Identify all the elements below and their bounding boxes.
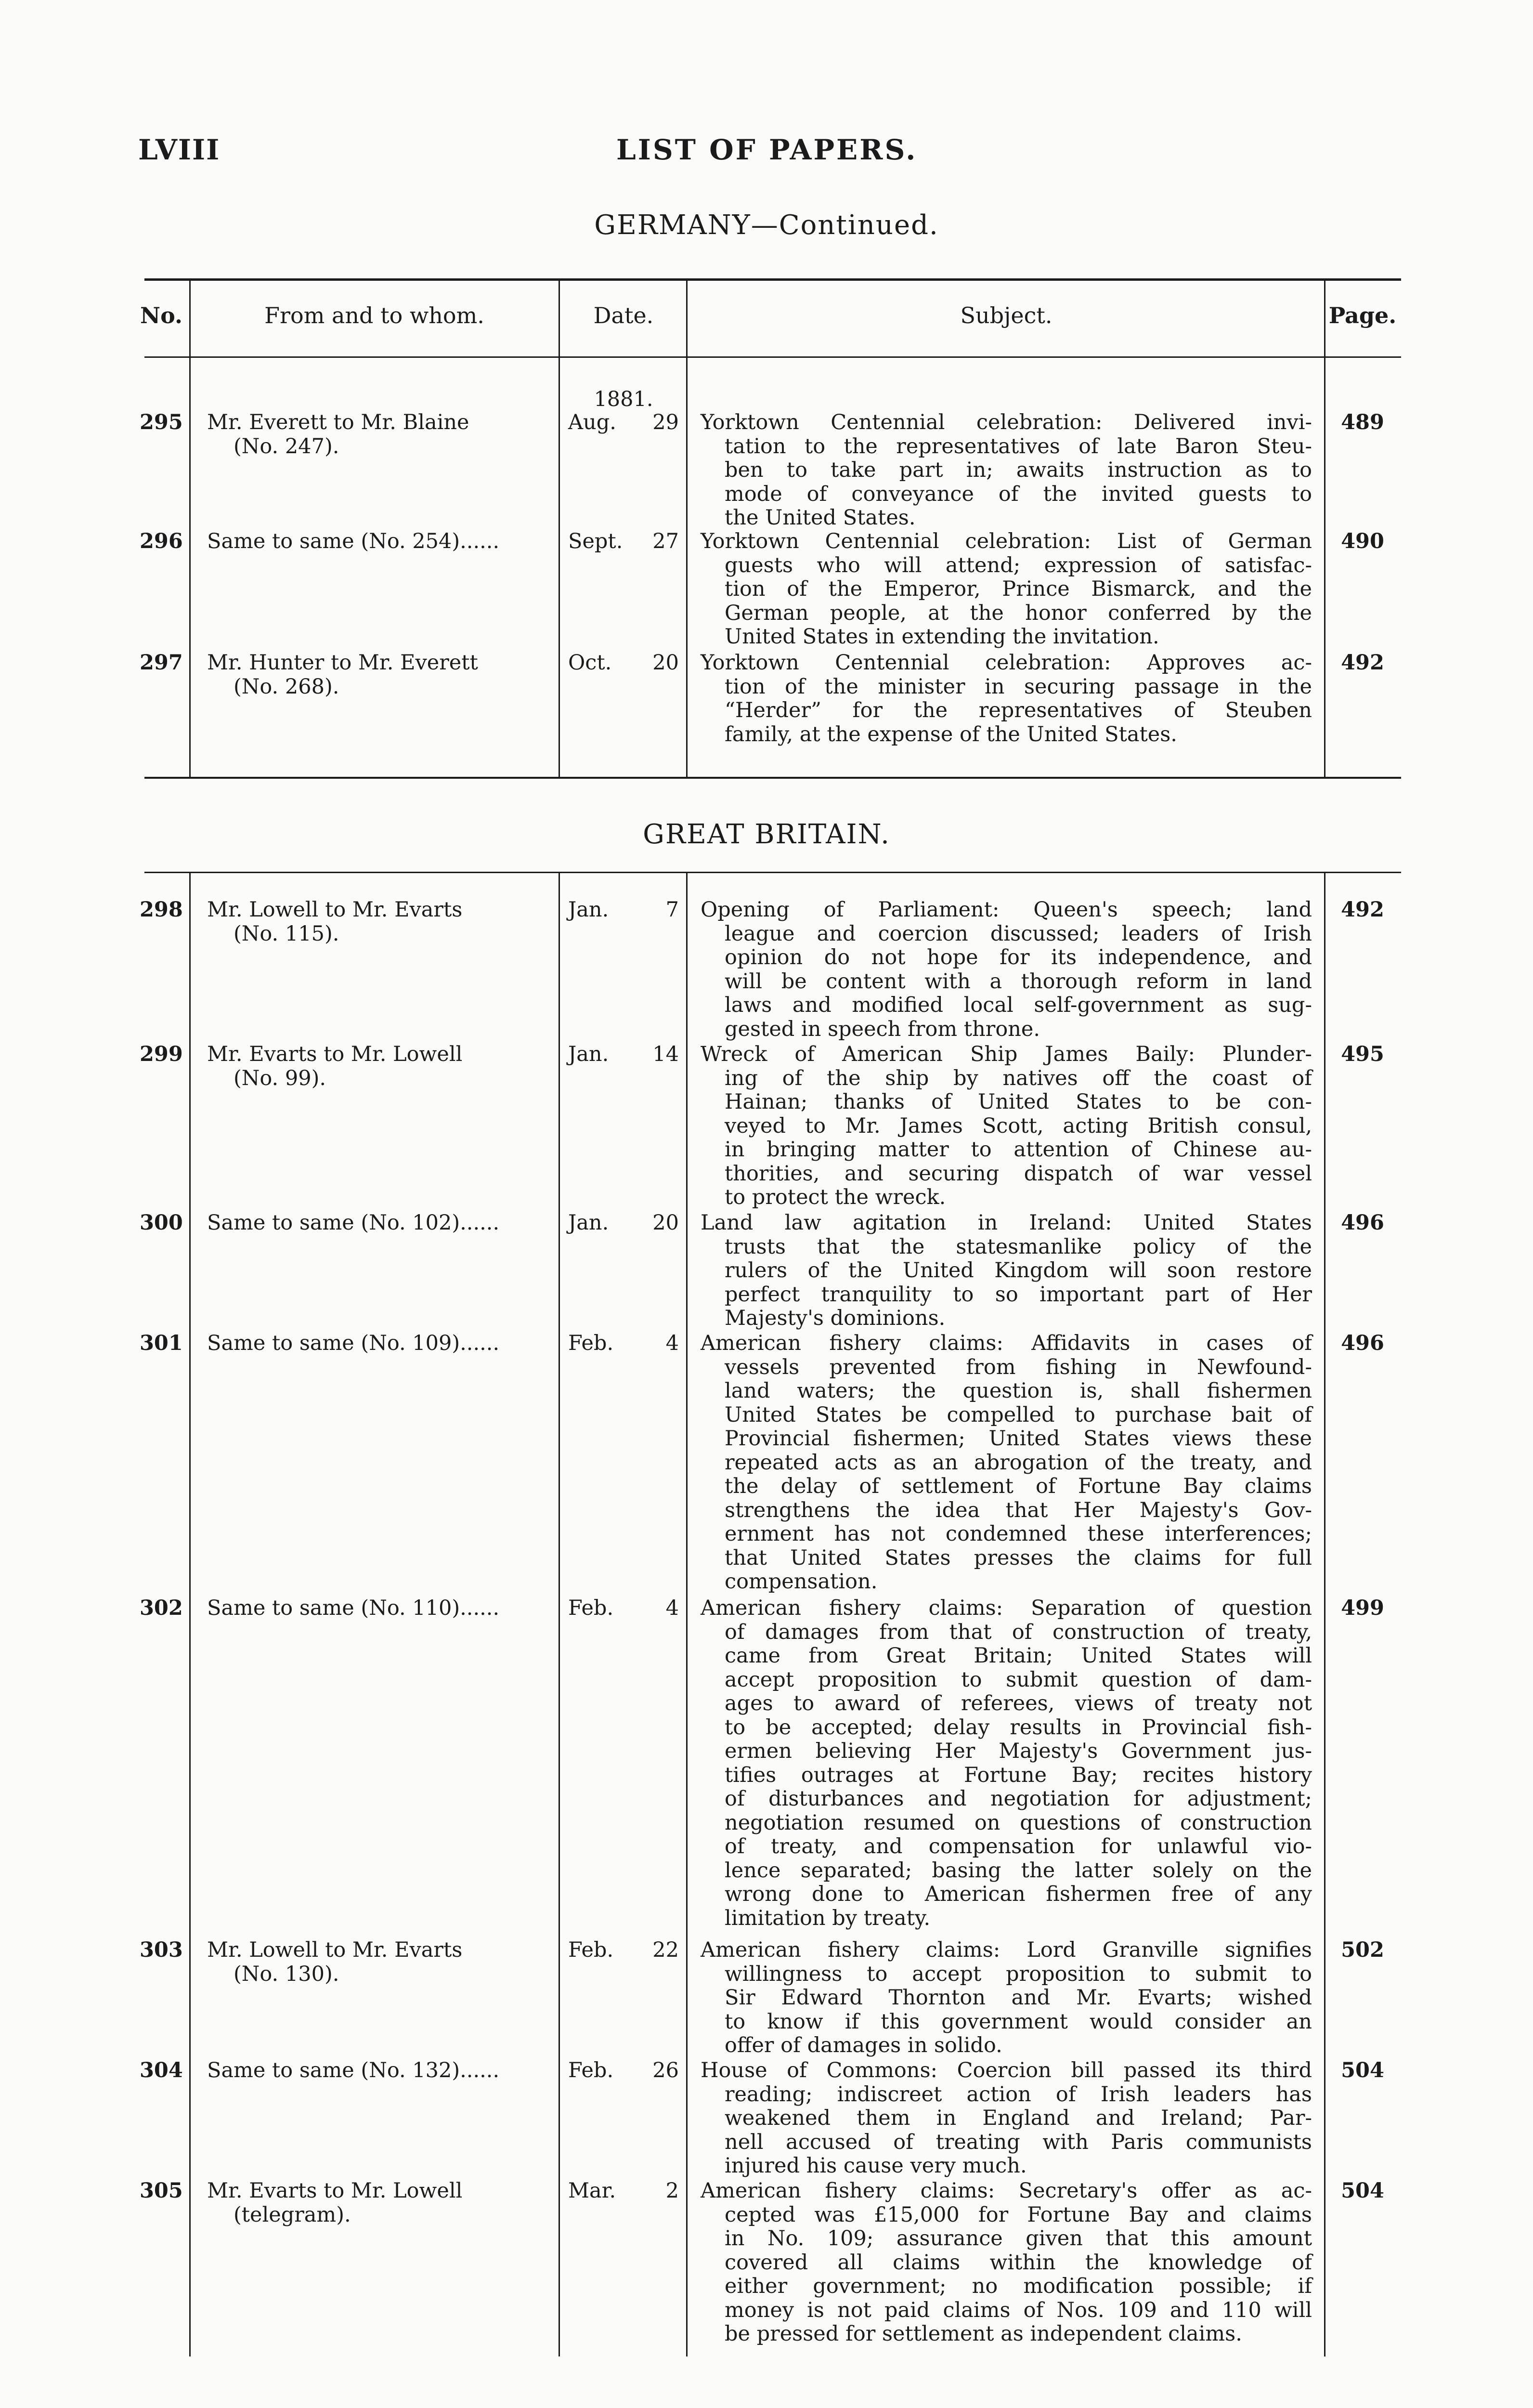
- subject-line: the delay of settlement of Fortune Bay claims: [725, 1474, 1312, 1498]
- entry-page: 492: [1341, 651, 1384, 675]
- entry-date: [568, 2179, 679, 2203]
- entry-number: 303: [140, 1938, 183, 1962]
- subject-line: House of Commons: Coercion bill passed its third: [701, 2058, 1312, 2082]
- subject-line: willingness to accept proposition to submit to: [725, 1962, 1312, 1986]
- subject-line: perfect tranquility to so important part of Her: [725, 1282, 1312, 1307]
- table-bottom-rule: [144, 777, 1401, 779]
- entry-from-to: [207, 2059, 563, 2083]
- entry-page: 489: [1341, 410, 1384, 434]
- entry-page: 490: [1341, 529, 1384, 553]
- subject-line: Hainan; thanks of United States to be con-: [725, 1090, 1312, 1114]
- subject-line: tifies outrages at Fortune Bay; recites history: [725, 1763, 1312, 1787]
- subject-line: land waters; the question is, shall fishermen: [725, 1379, 1312, 1403]
- entry-number: 299: [140, 1042, 183, 1066]
- page-number: LVIII: [138, 133, 221, 166]
- subject-line: Opening of Parliament: Queen's speech; land: [701, 898, 1312, 922]
- date-day: 26: [652, 2058, 679, 2082]
- entry-page: 502: [1341, 1938, 1384, 1962]
- subject-line: Yorktown Centennial celebration: Delivered invi-: [701, 410, 1312, 434]
- from-line: (No. 99).: [234, 1066, 326, 1090]
- subject-line: Sir Edward Thornton and Mr. Evarts; wished: [725, 1986, 1312, 2010]
- entry-date: [568, 1043, 679, 1067]
- subject-line: Majesty's dominions.: [725, 1306, 946, 1330]
- entry-subject: [701, 1043, 1312, 1210]
- from-line: Same to same (No. 132)......: [207, 2058, 500, 2082]
- subject-line: accept proposition to submit question of dam-: [725, 1667, 1312, 1692]
- entry-subject: [701, 898, 1312, 1041]
- subject-line: vessels prevented from fishing in Newfound-: [725, 1355, 1312, 1379]
- entry-subject: [701, 411, 1312, 530]
- entry-subject: [701, 2059, 1312, 2178]
- subject-line: American fishery claims: Lord Granville signifies: [701, 1938, 1312, 1962]
- entry-from-to: [207, 898, 563, 946]
- date-month: Feb.: [568, 1331, 614, 1355]
- subject-line: Land law agitation in Ireland: United States: [701, 1211, 1312, 1235]
- subject-line: lence separated; basing the latter solely on the: [725, 1858, 1312, 1883]
- column-divider: [1324, 281, 1325, 777]
- entry-number: 304: [140, 2058, 183, 2082]
- entry-date: [568, 898, 679, 922]
- from-line: Mr. Lowell to Mr. Evarts: [207, 898, 463, 922]
- column-header-subject: Subject.: [960, 302, 1052, 328]
- column-divider: [189, 873, 191, 2356]
- entry-date: [568, 1938, 679, 1963]
- column-header-from: From and to whom.: [264, 302, 484, 328]
- entry-from-to: [207, 1332, 563, 1356]
- subject-line: the United States.: [725, 506, 916, 530]
- subject-line: came from Great Britain; United States will: [725, 1644, 1312, 1668]
- date-day: 2: [665, 2179, 679, 2203]
- column-divider: [686, 873, 688, 2356]
- year-label: 1881.: [594, 387, 653, 411]
- entry-from-to: [207, 1597, 563, 1621]
- subject-line: American fishery claims: Separation of question: [701, 1596, 1312, 1620]
- column-header-no: No.: [140, 302, 182, 328]
- date-month: Feb.: [568, 2058, 614, 2082]
- entry-subject: [701, 2179, 1312, 2346]
- subject-line: repeated acts as an abrogation of the treaty, and: [725, 1450, 1312, 1475]
- subject-line: American fishery claims: Secretary's offer as ac-: [701, 2179, 1312, 2203]
- entry-date: [568, 411, 679, 435]
- entry-from-to: [207, 411, 563, 458]
- subject-line: thorities, and securing dispatch of war vessel: [725, 1161, 1312, 1186]
- subject-line: German people, at the honor conferred by the: [725, 601, 1312, 625]
- subject-line: American fishery claims: Affidavits in cases of: [701, 1331, 1312, 1355]
- entry-date: [568, 1211, 679, 1235]
- date-day: 20: [652, 1211, 679, 1235]
- subject-line: ing of the ship by natives off the coast of: [725, 1066, 1312, 1090]
- subject-line: United States be compelled to purchase bait of: [725, 1402, 1312, 1427]
- subject-line: compensation.: [725, 1570, 878, 1594]
- subject-line: tation to the representatives of late Baron Steu-: [725, 434, 1312, 458]
- date-day: 4: [665, 1331, 679, 1355]
- subject-line: offer of damages in solido.: [725, 2033, 1002, 2057]
- from-line: Mr. Evarts to Mr. Lowell: [207, 2179, 463, 2203]
- subject-line: Provincial fishermen; United States views these: [725, 1426, 1312, 1451]
- from-line: Mr. Everett to Mr. Blaine: [207, 410, 469, 434]
- subject-line: trusts that the statesmanlike policy of the: [725, 1234, 1312, 1259]
- subject-line: nell accused of treating with Paris communists: [725, 2130, 1312, 2154]
- entry-number: 295: [140, 410, 183, 434]
- subject-line: weakened them in England and Ireland; Par-: [725, 2106, 1312, 2130]
- subject-line: of treaty, and compensation for unlawful vio-: [725, 1834, 1312, 1858]
- entry-subject: [701, 1938, 1312, 2058]
- subject-line: money is not paid claims of Nos. 109 and 110 will: [725, 2298, 1312, 2322]
- column-divider: [686, 281, 688, 777]
- date-day: 7: [665, 898, 679, 922]
- date-month: Oct.: [568, 651, 612, 675]
- entry-page: 504: [1341, 2179, 1384, 2203]
- date-month: Jan.: [568, 1042, 609, 1066]
- subject-line: covered all claims within the knowledge of: [725, 2250, 1312, 2275]
- subject-line: “Herder” for the representatives of Steuben: [725, 698, 1312, 722]
- from-line: Same to same (No. 110)......: [207, 1596, 500, 1620]
- date-day: 14: [652, 1042, 679, 1066]
- subject-line: United States in extending the invitation.: [725, 625, 1159, 649]
- entry-from-to: [207, 530, 563, 554]
- subject-line: wrong done to American fishermen free of any: [725, 1882, 1312, 1906]
- subject-line: will be content with a thorough reform in land: [725, 969, 1312, 994]
- subject-line: Yorktown Centennial celebration: Approves ac-: [701, 651, 1312, 675]
- date-day: 22: [652, 1938, 679, 1962]
- date-month: Aug.: [568, 410, 616, 434]
- subject-line: league and coercion discussed; leaders of Irish: [725, 921, 1312, 946]
- subject-line: tion of the minister in securing passage in the: [725, 674, 1312, 699]
- from-line: (No. 115).: [234, 921, 339, 946]
- entry-from-to: [207, 1211, 563, 1235]
- subject-line: of damages from that of construction of treaty,: [725, 1620, 1312, 1644]
- entry-number: 298: [140, 898, 183, 922]
- column-divider: [189, 281, 191, 777]
- entry-page: 495: [1341, 1042, 1384, 1066]
- date-month: Sept.: [568, 529, 623, 553]
- subject-line: Yorktown Centennial celebration: List of German: [701, 529, 1312, 553]
- subject-line: strengthens the idea that Her Majesty's Gov-: [725, 1498, 1312, 1522]
- entry-number: 300: [140, 1211, 183, 1235]
- entry-from-to: [207, 2179, 563, 2227]
- running-title: LIST OF PAPERS.: [616, 133, 918, 166]
- entry-subject: [701, 651, 1312, 746]
- entry-subject: [701, 1332, 1312, 1594]
- column-header-page: Page.: [1328, 302, 1397, 328]
- entry-page: 496: [1341, 1211, 1384, 1235]
- column-header-date: Date.: [593, 302, 654, 328]
- subject-line: to know if this government would consider an: [725, 2009, 1312, 2034]
- subject-line: family, at the expense of the United States.: [725, 722, 1177, 746]
- subject-line: limitation by treaty.: [725, 1906, 931, 1930]
- subject-line: tion of the Emperor, Prince Bismarck, and the: [725, 577, 1312, 601]
- subject-line: ermen believing Her Majesty's Government jus-: [725, 1739, 1312, 1763]
- column-divider: [1324, 873, 1325, 2356]
- entry-from-to: [207, 1938, 563, 1986]
- from-line: Mr. Hunter to Mr. Everett: [207, 651, 478, 675]
- date-day: 27: [652, 529, 679, 553]
- entry-date: [568, 2059, 679, 2083]
- subject-line: opinion do not hope for its independence, and: [725, 945, 1312, 969]
- entry-page: 496: [1341, 1331, 1384, 1355]
- subject-line: in bringing matter to attention of Chinese au-: [725, 1138, 1312, 1162]
- entry-subject: [701, 1597, 1312, 1930]
- entry-number: 297: [140, 651, 183, 675]
- entry-date: [568, 651, 679, 675]
- section-title-great-britain: GREAT BRITAIN.: [643, 819, 890, 850]
- subject-line: ernment has not condemned these interferences;: [725, 1522, 1312, 1546]
- subject-line: Wreck of American Ship James Baily: Plunder-: [701, 1042, 1312, 1066]
- subject-line: to protect the wreck.: [725, 1185, 946, 1209]
- date-month: Jan.: [568, 898, 609, 922]
- table-top-rule: [144, 278, 1401, 281]
- date-month: Mar.: [568, 2179, 616, 2203]
- entry-number: 301: [140, 1331, 183, 1355]
- section-title-germany: GERMANY—Continued.: [594, 209, 939, 241]
- subject-line: be pressed for settlement as independent claims.: [725, 2322, 1242, 2346]
- subject-line: laws and modified local self-government as sug-: [725, 993, 1312, 1017]
- date-day: 29: [652, 410, 679, 434]
- entry-subject: [701, 1211, 1312, 1331]
- subject-line: cepted was £15,000 for Fortune Bay and claims: [725, 2202, 1312, 2227]
- entry-page: 492: [1341, 898, 1384, 922]
- from-line: Same to same (No. 254)......: [207, 529, 500, 553]
- from-line: (telegram).: [234, 2202, 351, 2227]
- subject-line: gested in speech from throne.: [725, 1017, 1040, 1041]
- subject-line: veyed to Mr. James Scott, acting British consul,: [725, 1113, 1312, 1138]
- date-month: Feb.: [568, 1938, 614, 1962]
- from-line: Mr. Evarts to Mr. Lowell: [207, 1042, 463, 1066]
- subject-line: negotiation resumed on questions of construction: [725, 1810, 1312, 1835]
- entry-page: 499: [1341, 1596, 1384, 1620]
- subject-line: either government; no modification possible; if: [725, 2274, 1312, 2298]
- subject-line: of disturbances and negotiation for adjustment;: [725, 1787, 1312, 1811]
- from-line: Mr. Lowell to Mr. Evarts: [207, 1938, 463, 1962]
- header-rule: [144, 356, 1401, 358]
- entry-subject: [701, 530, 1312, 649]
- entry-number: 302: [140, 1596, 183, 1620]
- entry-date: [568, 1332, 679, 1356]
- from-line: (No. 268).: [234, 674, 339, 699]
- entry-number: 296: [140, 529, 183, 553]
- entry-page: 504: [1341, 2058, 1384, 2082]
- date-day: 4: [665, 1596, 679, 1620]
- section-rule: [144, 872, 1401, 873]
- subject-line: ben to take part in; awaits instruction as to: [725, 458, 1312, 482]
- subject-line: ages to award of referees, views of treaty not: [725, 1691, 1312, 1715]
- subject-line: rulers of the United Kingdom will soon restore: [725, 1258, 1312, 1283]
- from-line: (No. 247).: [234, 434, 339, 458]
- entry-date: [568, 1597, 679, 1621]
- entry-number: 305: [140, 2179, 183, 2203]
- entry-from-to: [207, 1043, 563, 1090]
- subject-line: that United States presses the claims for full: [725, 1545, 1312, 1570]
- column-divider: [559, 281, 560, 777]
- from-line: (No. 130).: [234, 1962, 339, 1986]
- subject-line: to be accepted; delay results in Provincial fish-: [725, 1715, 1312, 1740]
- subject-line: mode of conveyance of the invited guests to: [725, 482, 1312, 506]
- entry-from-to: [207, 651, 563, 699]
- date-day: 20: [652, 651, 679, 675]
- from-line: Same to same (No. 102)......: [207, 1211, 500, 1235]
- entry-date: [568, 530, 679, 554]
- subject-line: guests who will attend; expression of satisfac-: [725, 553, 1312, 577]
- from-line: Same to same (No. 109)......: [207, 1331, 500, 1355]
- date-month: Jan.: [568, 1211, 609, 1235]
- date-month: Feb.: [568, 1596, 614, 1620]
- subject-line: in No. 109; assurance given that this amount: [725, 2226, 1312, 2251]
- subject-line: injured his cause very much.: [725, 2154, 1027, 2178]
- subject-line: reading; indiscreet action of Irish leaders has: [725, 2082, 1312, 2107]
